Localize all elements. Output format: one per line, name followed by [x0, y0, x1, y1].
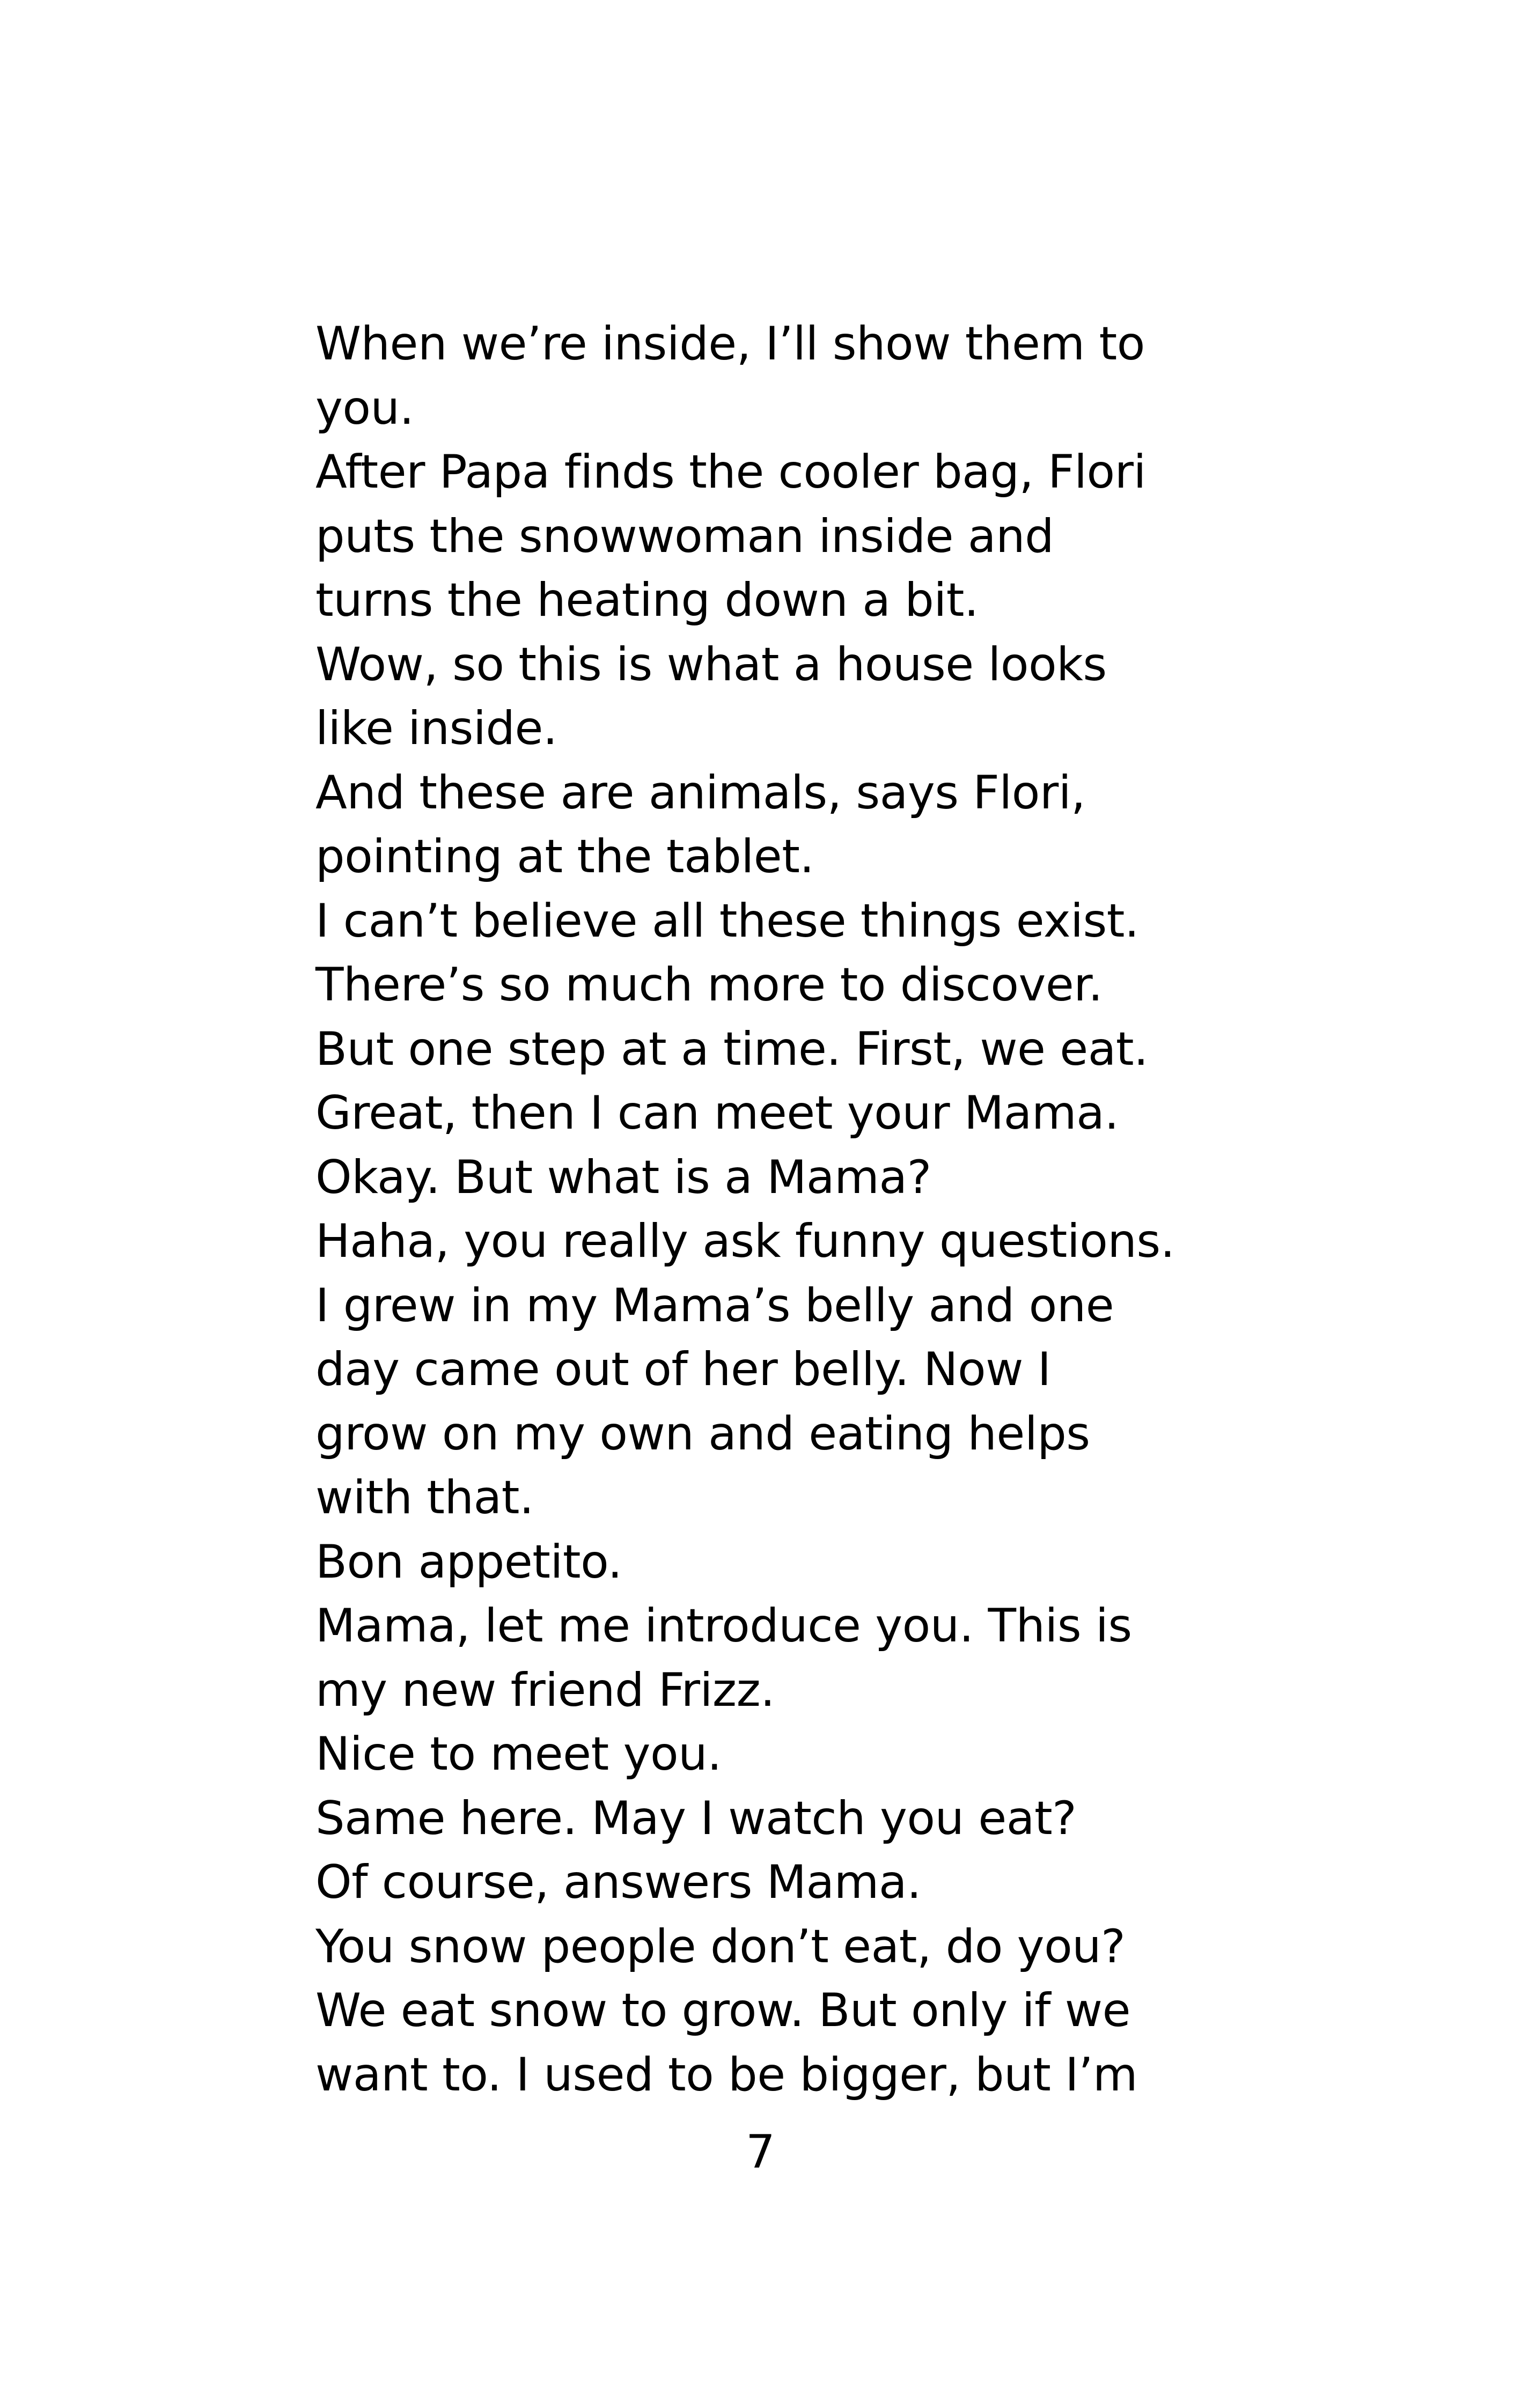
text-line: Great, then I can meet your Mama.: [315, 1086, 1119, 1140]
text-line: When we’re inside, I’ll show them to: [315, 317, 1145, 371]
text-line: And these are animals, says Flori,: [315, 765, 1085, 820]
text-line: puts the snowwoman inside and: [315, 509, 1054, 563]
text-line: Of course, answers Mama.: [315, 1855, 921, 1909]
text-line: Haha, you really ask funny questions.: [315, 1214, 1175, 1268]
text-line: turns the heating down a bit.: [315, 573, 979, 627]
text-line: like inside.: [315, 702, 557, 755]
text-line: There’s so much more to discover.: [315, 958, 1103, 1012]
text-line: grow on my own and eating helps: [315, 1406, 1090, 1461]
text-line: Mama, let me introduce you. This is: [315, 1599, 1132, 1653]
text-line: After Papa finds the cooler bag, Flori: [315, 445, 1146, 499]
text-line: want to. I used to be bigger, but I’m: [315, 2048, 1138, 2102]
page-number: 7: [746, 2125, 775, 2179]
text-line: you.: [315, 381, 414, 435]
text-line: day came out of her belly. Now I: [315, 1343, 1051, 1396]
text-line: You snow people don’t eat, do you?: [315, 1919, 1126, 1973]
text-line: But one step at a time. First, we eat.: [315, 1022, 1148, 1076]
text-line: I grew in my Mama’s belly and one: [315, 1278, 1114, 1332]
text-line: pointing at the tablet.: [315, 830, 814, 883]
text-line: Okay. But what is a Mama?: [315, 1150, 931, 1204]
text-line: We eat snow to grow. But only if we: [315, 1984, 1131, 2037]
text-line: my new friend Frizz.: [315, 1663, 775, 1717]
text-line: Nice to meet you.: [315, 1727, 722, 1781]
text-line: with that.: [315, 1471, 534, 1525]
text-line: Bon appetito.: [315, 1535, 622, 1589]
text-line: Same here. May I watch you eat?: [315, 1791, 1077, 1845]
body-text: [315, 312, 1228, 2107]
text-line: I can’t believe all these things exist.: [315, 894, 1139, 948]
text-line: Wow, so this is what a house looks: [315, 637, 1107, 691]
